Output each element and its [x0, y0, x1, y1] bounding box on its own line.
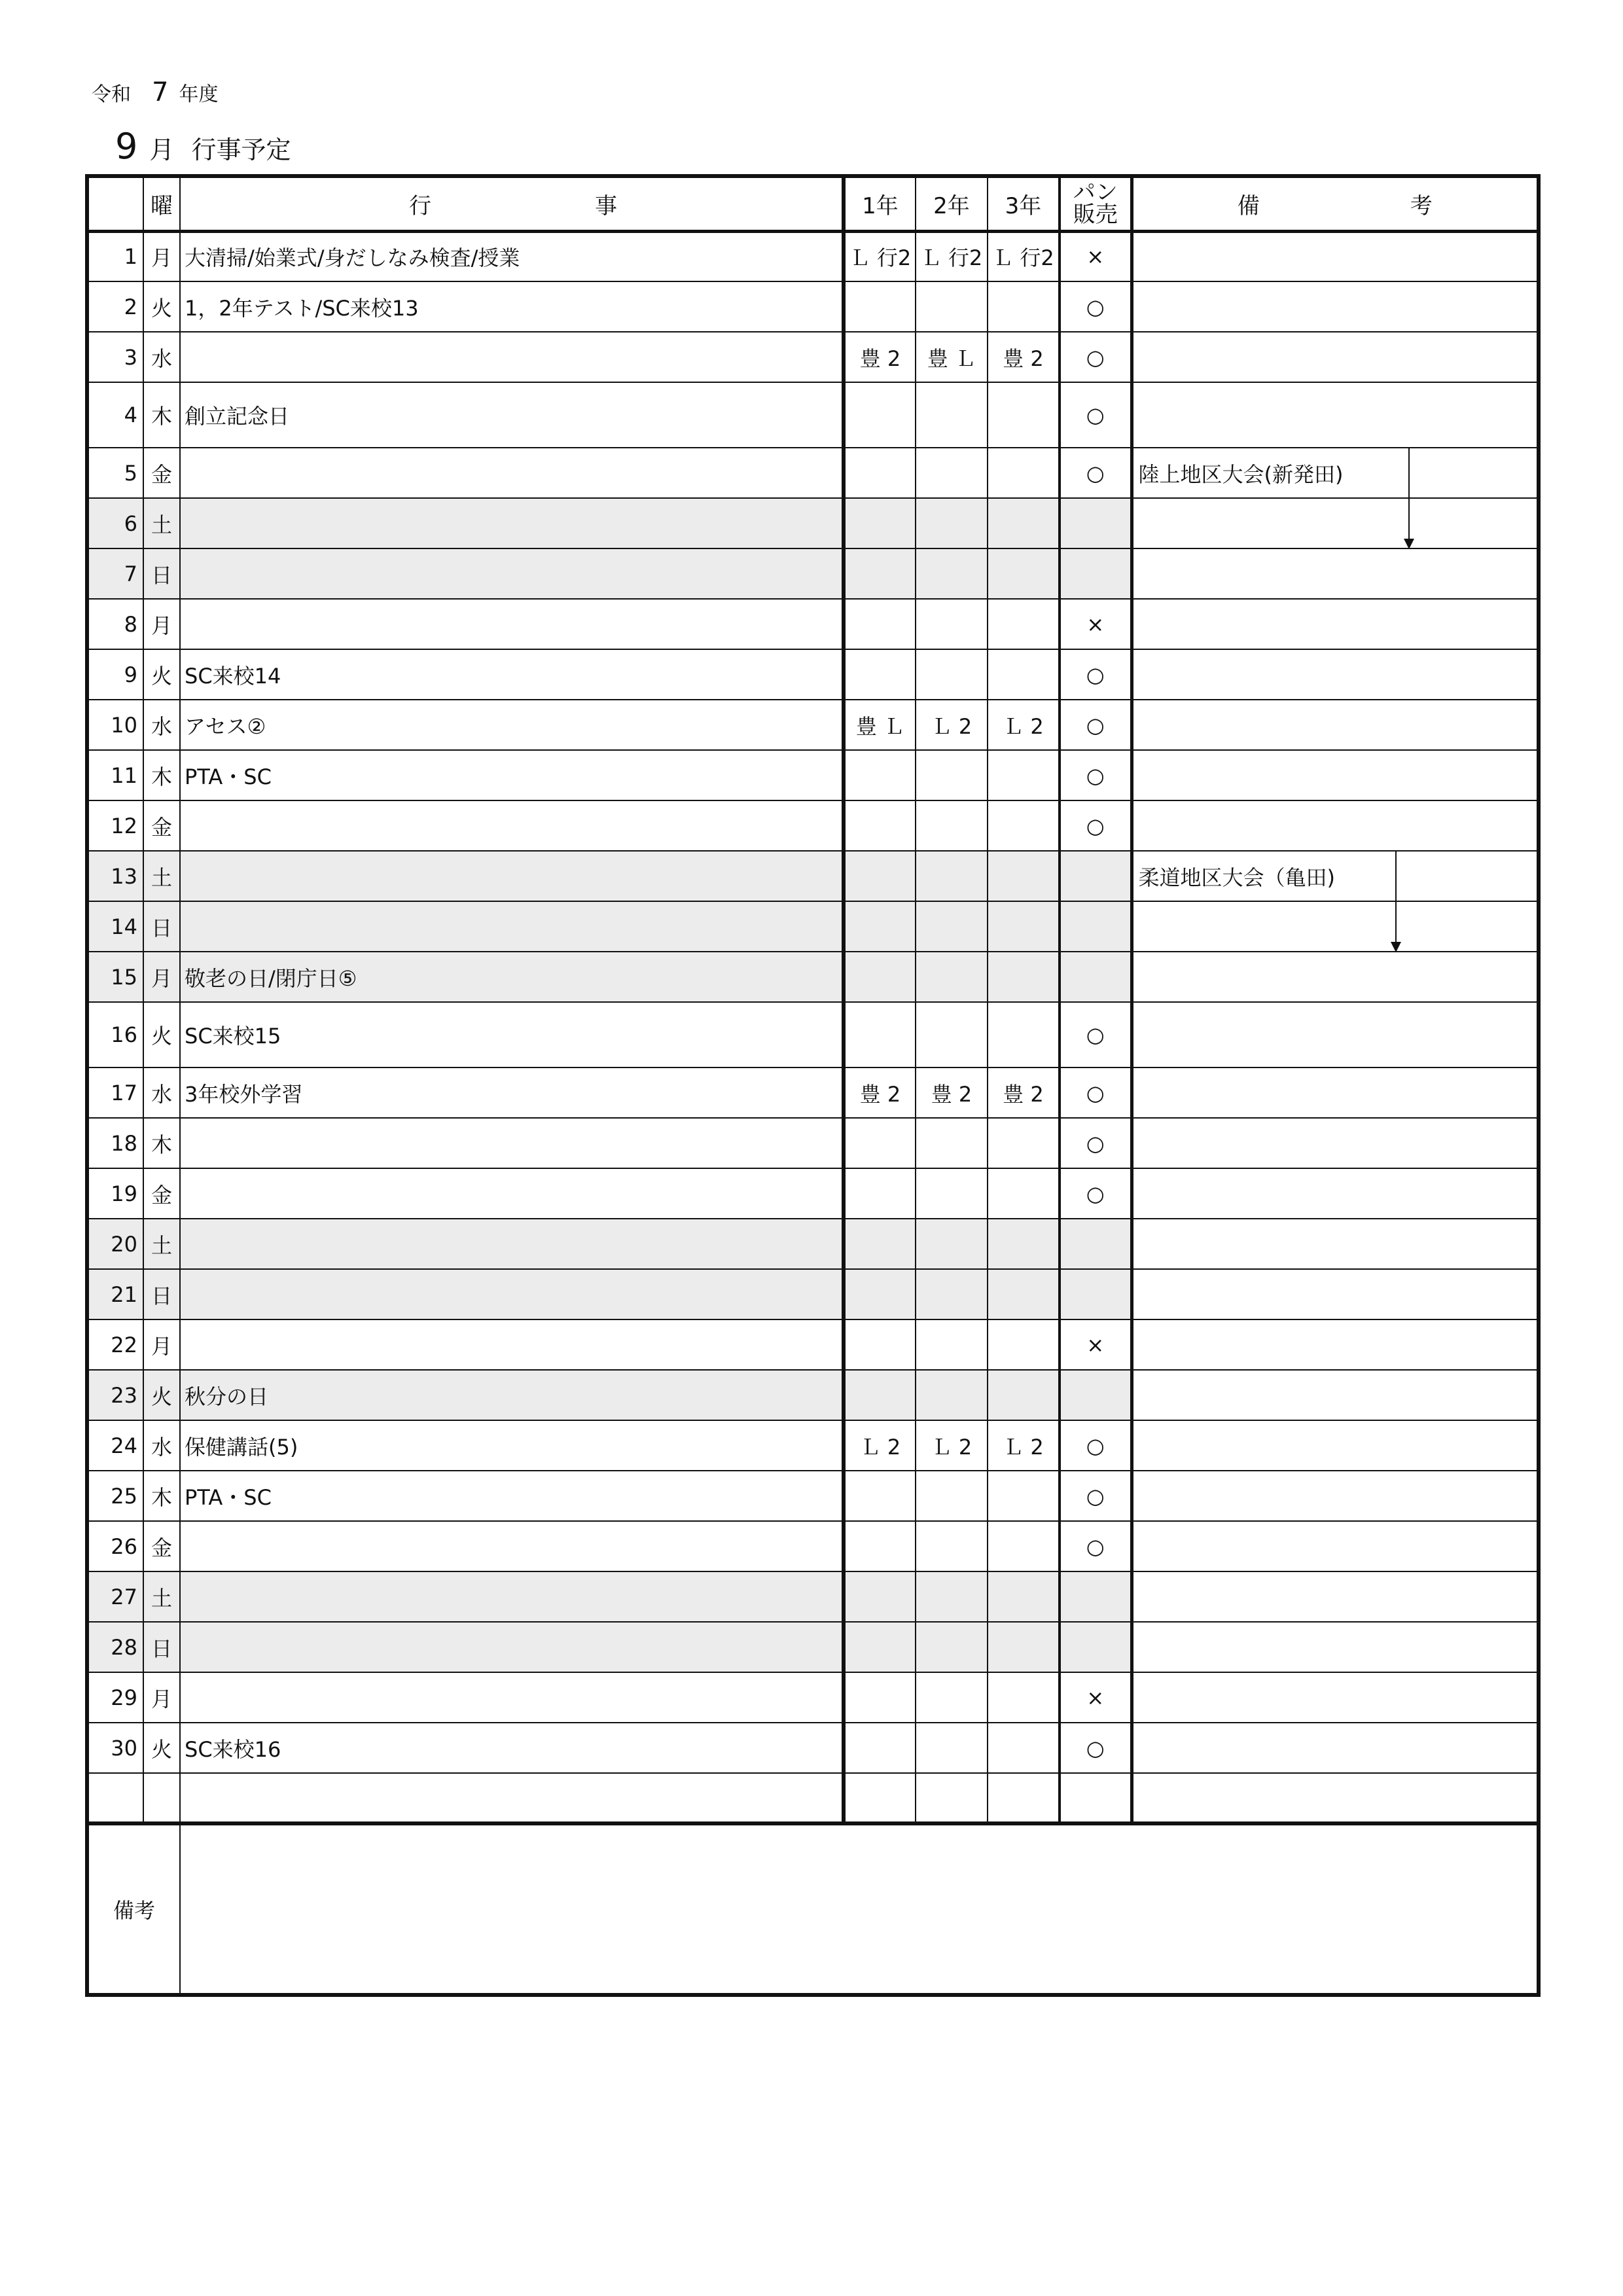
grade2-cell [916, 382, 988, 448]
event-cell: 創立記念日 [180, 382, 844, 448]
day-cell: 15 [87, 952, 143, 1002]
grade2-cell [916, 1002, 988, 1067]
remark-cell [1132, 1521, 1539, 1571]
weekday-cell: 月 [143, 599, 180, 649]
pan-cell: × [1060, 231, 1132, 281]
grade3-cell [988, 382, 1060, 448]
grade1-cell [844, 1622, 916, 1672]
remark-cell [1132, 1002, 1539, 1067]
grade3-cell [988, 448, 1060, 498]
weekday-cell: 金 [143, 800, 180, 851]
header-event [180, 176, 844, 231]
grade2-cell [916, 281, 988, 332]
remark-cell [1132, 1723, 1539, 1773]
weekday-cell: 日 [143, 901, 180, 952]
header-pan [1060, 176, 1132, 231]
day-cell: 29 [87, 1672, 143, 1723]
header-pan-a: パン [1073, 179, 1118, 206]
table-row [87, 1723, 1539, 1773]
day-cell: 9 [87, 649, 143, 700]
schedule-table [85, 174, 1541, 1997]
grade1-cell [844, 1370, 916, 1420]
header-row [87, 176, 1539, 231]
grade1-cell [844, 1168, 916, 1219]
remark-cell [1132, 1370, 1539, 1420]
event-cell [180, 1219, 844, 1269]
remark-cell [1132, 231, 1539, 281]
remark-cell: 陸上地区大会(新発田) [1132, 448, 1539, 498]
grade2-cell: Ｌ 行2 [916, 231, 988, 281]
grade2-cell [916, 1168, 988, 1219]
event-cell [180, 1672, 844, 1723]
header-grade2: 2年 [916, 176, 988, 231]
event-cell [180, 1622, 844, 1672]
grade1-cell: Ｌ 2 [844, 1420, 916, 1471]
day-cell: 8 [87, 599, 143, 649]
grade3-cell [988, 851, 1060, 901]
grade3-cell [988, 281, 1060, 332]
pan-cell: ○ [1060, 800, 1132, 851]
grade2-cell: 豊 2 [916, 1067, 988, 1118]
event-cell: SC来校16 [180, 1723, 844, 1773]
table-row [87, 1319, 1539, 1370]
header-remarks-a: 備 [1237, 192, 1260, 219]
pan-cell: ○ [1060, 1471, 1132, 1521]
table-row [87, 448, 1539, 498]
table-row [87, 1002, 1539, 1067]
pan-cell: ○ [1060, 1002, 1132, 1067]
remark-cell [1132, 1471, 1539, 1521]
grade1-cell [844, 851, 916, 901]
schedule-body [87, 231, 1539, 1773]
pan-cell: ○ [1060, 1168, 1132, 1219]
weekday-cell: 木 [143, 1118, 180, 1168]
weekday-cell: 火 [143, 1370, 180, 1420]
grade1-cell [844, 1521, 916, 1571]
day-cell: 20 [87, 1219, 143, 1269]
remark-cell [1132, 1420, 1539, 1471]
grade3-cell [988, 1168, 1060, 1219]
grade1-cell [844, 1269, 916, 1319]
day-cell: 12 [87, 800, 143, 851]
event-cell [180, 332, 844, 382]
grade1-cell [844, 1219, 916, 1269]
grade3-cell [988, 1471, 1060, 1521]
pan-cell: ○ [1060, 332, 1132, 382]
grade1-cell [844, 649, 916, 700]
table-row [87, 1471, 1539, 1521]
day-cell: 27 [87, 1571, 143, 1622]
weekday-cell: 木 [143, 750, 180, 800]
table-row [87, 599, 1539, 649]
event-cell [180, 1521, 844, 1571]
event-cell: 3年校外学習 [180, 1067, 844, 1118]
day-cell: 22 [87, 1319, 143, 1370]
pan-cell: ○ [1060, 649, 1132, 700]
grade3-cell [988, 1002, 1060, 1067]
weekday-cell: 火 [143, 1002, 180, 1067]
grade2-cell [916, 901, 988, 952]
grade3-cell: Ｌ 2 [988, 1420, 1060, 1471]
grade3-cell [988, 1219, 1060, 1269]
day-cell: 30 [87, 1723, 143, 1773]
weekday-cell: 水 [143, 1420, 180, 1471]
grade2-cell [916, 1471, 988, 1521]
table-row [87, 548, 1539, 599]
pan-cell: ○ [1060, 281, 1132, 332]
grade3-cell [988, 952, 1060, 1002]
pan-cell: ○ [1060, 448, 1132, 498]
remark-cell: 柔道地区大会（亀田) [1132, 851, 1539, 901]
weekday-cell: 火 [143, 1723, 180, 1773]
event-cell [180, 901, 844, 952]
grade1-cell [844, 1571, 916, 1622]
grade1-cell [844, 901, 916, 952]
table-row [87, 1370, 1539, 1420]
grade1-cell [844, 1118, 916, 1168]
event-cell [180, 599, 844, 649]
day-cell: 13 [87, 851, 143, 901]
pan-cell [1060, 1622, 1132, 1672]
event-cell: 敬老の日/閉庁日⑤ [180, 952, 844, 1002]
grade2-cell [916, 548, 988, 599]
grade2-cell [916, 952, 988, 1002]
event-cell: 1，2年テスト/SC来校13 [180, 281, 844, 332]
grade3-cell [988, 548, 1060, 599]
pan-cell: ○ [1060, 750, 1132, 800]
grade1-cell [844, 382, 916, 448]
era-label: 令和 [92, 83, 131, 106]
month-number: 9 [115, 126, 138, 167]
grade2-cell: Ｌ 2 [916, 1420, 988, 1471]
grade2-cell [916, 1319, 988, 1370]
header-pan-b: 販売 [1073, 202, 1118, 228]
year-suffix: 年度 [179, 83, 219, 106]
header-remarks [1132, 176, 1539, 231]
grade2-cell [916, 1571, 988, 1622]
weekday-cell: 土 [143, 1571, 180, 1622]
grade2-cell [916, 1118, 988, 1168]
grade3-cell [988, 1118, 1060, 1168]
event-cell [180, 548, 844, 599]
table-row [87, 851, 1539, 901]
remark-cell [1132, 700, 1539, 750]
notes-content [180, 1823, 1539, 1995]
pan-cell: ○ [1060, 1067, 1132, 1118]
event-cell [180, 448, 844, 498]
pan-cell [1060, 1269, 1132, 1319]
table-row [87, 649, 1539, 700]
pan-cell: × [1060, 599, 1132, 649]
weekday-cell: 木 [143, 1471, 180, 1521]
pan-cell: ○ [1060, 382, 1132, 448]
grade3-cell: 豊 2 [988, 1067, 1060, 1118]
grade3-cell [988, 800, 1060, 851]
remark-cell [1132, 281, 1539, 332]
notes-row [87, 1823, 1539, 1995]
remark-cell [1132, 332, 1539, 382]
remark-cell [1132, 1269, 1539, 1319]
day-cell: 1 [87, 231, 143, 281]
header-event-a: 行 [409, 192, 431, 219]
header-event-b: 事 [595, 192, 617, 219]
grade2-cell [916, 1672, 988, 1723]
day-cell: 25 [87, 1471, 143, 1521]
grade3-cell [988, 1521, 1060, 1571]
grade3-cell [988, 649, 1060, 700]
weekday-cell: 金 [143, 1521, 180, 1571]
table-row [87, 1622, 1539, 1672]
remark-cell [1132, 498, 1539, 548]
grade1-cell [844, 1319, 916, 1370]
remark-cell [1132, 599, 1539, 649]
title-text: 行事予定 [191, 135, 291, 164]
day-cell: 11 [87, 750, 143, 800]
day-cell: 18 [87, 1118, 143, 1168]
day-cell: 17 [87, 1067, 143, 1118]
grade2-cell [916, 1521, 988, 1571]
grade1-cell [844, 1002, 916, 1067]
remark-cell [1132, 952, 1539, 1002]
grade1-cell [844, 750, 916, 800]
table-row [87, 1067, 1539, 1118]
event-cell: SC来校14 [180, 649, 844, 700]
weekday-cell: 木 [143, 382, 180, 448]
grade1-cell [844, 800, 916, 851]
table-row [87, 1168, 1539, 1219]
grade3-cell: 豊 2 [988, 332, 1060, 382]
remark-cell [1132, 1319, 1539, 1370]
grade1-cell [844, 1471, 916, 1521]
pan-cell [1060, 1571, 1132, 1622]
table-row [87, 1219, 1539, 1269]
month-suffix: 月 [149, 135, 175, 164]
weekday-cell: 土 [143, 851, 180, 901]
year-number: 7 [152, 77, 169, 107]
weekday-cell: 水 [143, 700, 180, 750]
day-cell: 3 [87, 332, 143, 382]
grade3-cell [988, 1723, 1060, 1773]
event-cell [180, 800, 844, 851]
table-row [87, 1672, 1539, 1723]
remark-cell [1132, 901, 1539, 952]
day-cell: 14 [87, 901, 143, 952]
grade1-cell [844, 599, 916, 649]
remark-cell [1132, 649, 1539, 700]
day-cell: 21 [87, 1269, 143, 1319]
header-day [87, 176, 143, 231]
empty-row [87, 1773, 1539, 1823]
weekday-cell: 土 [143, 1219, 180, 1269]
weekday-cell: 月 [143, 952, 180, 1002]
notes-label: 備考 [87, 1823, 180, 1995]
day-cell: 24 [87, 1420, 143, 1471]
header-grade1: 1年 [844, 176, 916, 231]
grade2-cell [916, 851, 988, 901]
header-remarks-b: 考 [1410, 192, 1433, 219]
pan-cell [1060, 1219, 1132, 1269]
table-row [87, 1118, 1539, 1168]
table-row [87, 1571, 1539, 1622]
fiscal-year [92, 77, 218, 107]
pan-cell: ○ [1060, 1723, 1132, 1773]
grade1-cell [844, 448, 916, 498]
remark-cell [1132, 1168, 1539, 1219]
grade2-cell [916, 1622, 988, 1672]
day-cell: 28 [87, 1622, 143, 1672]
grade2-cell: Ｌ 2 [916, 700, 988, 750]
grade3-cell [988, 1672, 1060, 1723]
event-cell [180, 1269, 844, 1319]
event-cell [180, 851, 844, 901]
grade2-cell [916, 649, 988, 700]
grade3-cell [988, 1622, 1060, 1672]
grade1-cell: 豊 2 [844, 1067, 916, 1118]
table-row [87, 281, 1539, 332]
remark-cell [1132, 1118, 1539, 1168]
pan-cell [1060, 1370, 1132, 1420]
weekday-cell: 火 [143, 649, 180, 700]
weekday-cell: 日 [143, 548, 180, 599]
grade1-cell [844, 952, 916, 1002]
table-row [87, 952, 1539, 1002]
remark-cell [1132, 548, 1539, 599]
grade1-cell [844, 548, 916, 599]
grade3-cell [988, 1319, 1060, 1370]
table-row [87, 382, 1539, 448]
grade2-cell [916, 599, 988, 649]
event-cell [180, 1168, 844, 1219]
grade3-cell [988, 1571, 1060, 1622]
pan-cell: ○ [1060, 1420, 1132, 1471]
grade3-cell [988, 901, 1060, 952]
pan-cell [1060, 851, 1132, 901]
event-cell [180, 498, 844, 548]
pan-cell [1060, 901, 1132, 952]
pan-cell: × [1060, 1319, 1132, 1370]
table-row [87, 901, 1539, 952]
day-cell: 16 [87, 1002, 143, 1067]
grade3-cell [988, 498, 1060, 548]
remark-cell [1132, 800, 1539, 851]
day-cell: 19 [87, 1168, 143, 1219]
header-weekday: 曜 [143, 176, 180, 231]
pan-cell [1060, 952, 1132, 1002]
grade2-cell: 豊 Ｌ [916, 332, 988, 382]
grade3-cell: Ｌ 2 [988, 700, 1060, 750]
remark-cell [1132, 750, 1539, 800]
day-cell: 2 [87, 281, 143, 332]
weekday-cell: 月 [143, 231, 180, 281]
header-grade3: 3年 [988, 176, 1060, 231]
event-cell: アセス② [180, 700, 844, 750]
event-cell [180, 1118, 844, 1168]
event-cell: PTA・SC [180, 750, 844, 800]
day-cell: 7 [87, 548, 143, 599]
grade1-cell [844, 281, 916, 332]
event-cell: SC来校15 [180, 1002, 844, 1067]
grade1-cell [844, 1672, 916, 1723]
table-row [87, 498, 1539, 548]
weekday-cell: 金 [143, 1168, 180, 1219]
table-row [87, 1269, 1539, 1319]
remark-cell [1132, 382, 1539, 448]
table-row [87, 1420, 1539, 1471]
weekday-cell: 水 [143, 1067, 180, 1118]
pan-cell: × [1060, 1672, 1132, 1723]
grade3-cell [988, 750, 1060, 800]
event-cell: 秋分の日 [180, 1370, 844, 1420]
day-cell: 26 [87, 1521, 143, 1571]
table-row [87, 700, 1539, 750]
grade1-cell [844, 1723, 916, 1773]
grade3-cell [988, 1269, 1060, 1319]
weekday-cell: 火 [143, 281, 180, 332]
weekday-cell: 月 [143, 1672, 180, 1723]
weekday-cell: 金 [143, 448, 180, 498]
weekday-cell: 水 [143, 332, 180, 382]
event-cell [180, 1571, 844, 1622]
grade2-cell [916, 750, 988, 800]
event-cell [180, 1319, 844, 1370]
remark-cell [1132, 1571, 1539, 1622]
grade2-cell [916, 498, 988, 548]
weekday-cell: 日 [143, 1622, 180, 1672]
remark-cell [1132, 1067, 1539, 1118]
grade2-cell [916, 800, 988, 851]
weekday-cell: 月 [143, 1319, 180, 1370]
remark-cell [1132, 1672, 1539, 1723]
table-row [87, 332, 1539, 382]
pan-cell: ○ [1060, 700, 1132, 750]
table-row [87, 750, 1539, 800]
table-row [87, 1521, 1539, 1571]
grade1-cell [844, 498, 916, 548]
grade2-cell [916, 1723, 988, 1773]
grade1-cell: Ｌ 行2 [844, 231, 916, 281]
grade1-cell: 豊 2 [844, 332, 916, 382]
grade3-cell: Ｌ 行2 [988, 231, 1060, 281]
day-cell: 5 [87, 448, 143, 498]
grade3-cell [988, 1370, 1060, 1420]
pan-cell: ○ [1060, 1118, 1132, 1168]
remark-cell [1132, 1219, 1539, 1269]
pan-cell: ○ [1060, 1521, 1132, 1571]
pan-cell [1060, 548, 1132, 599]
grade2-cell [916, 1269, 988, 1319]
grade2-cell [916, 448, 988, 498]
table-row [87, 231, 1539, 281]
grade3-cell [988, 599, 1060, 649]
weekday-cell: 土 [143, 498, 180, 548]
day-cell: 10 [87, 700, 143, 750]
grade2-cell [916, 1370, 988, 1420]
grade2-cell [916, 1219, 988, 1269]
weekday-cell: 日 [143, 1269, 180, 1319]
grade1-cell: 豊 Ｌ [844, 700, 916, 750]
table-row [87, 800, 1539, 851]
event-cell: 保健講話(5) [180, 1420, 844, 1471]
remark-cell [1132, 1622, 1539, 1672]
pan-cell [1060, 498, 1132, 548]
event-cell: 大清掃/始業式/身だしなみ検査/授業 [180, 231, 844, 281]
day-cell: 4 [87, 382, 143, 448]
page-title [115, 126, 291, 167]
day-cell: 6 [87, 498, 143, 548]
event-cell: PTA・SC [180, 1471, 844, 1521]
day-cell: 23 [87, 1370, 143, 1420]
